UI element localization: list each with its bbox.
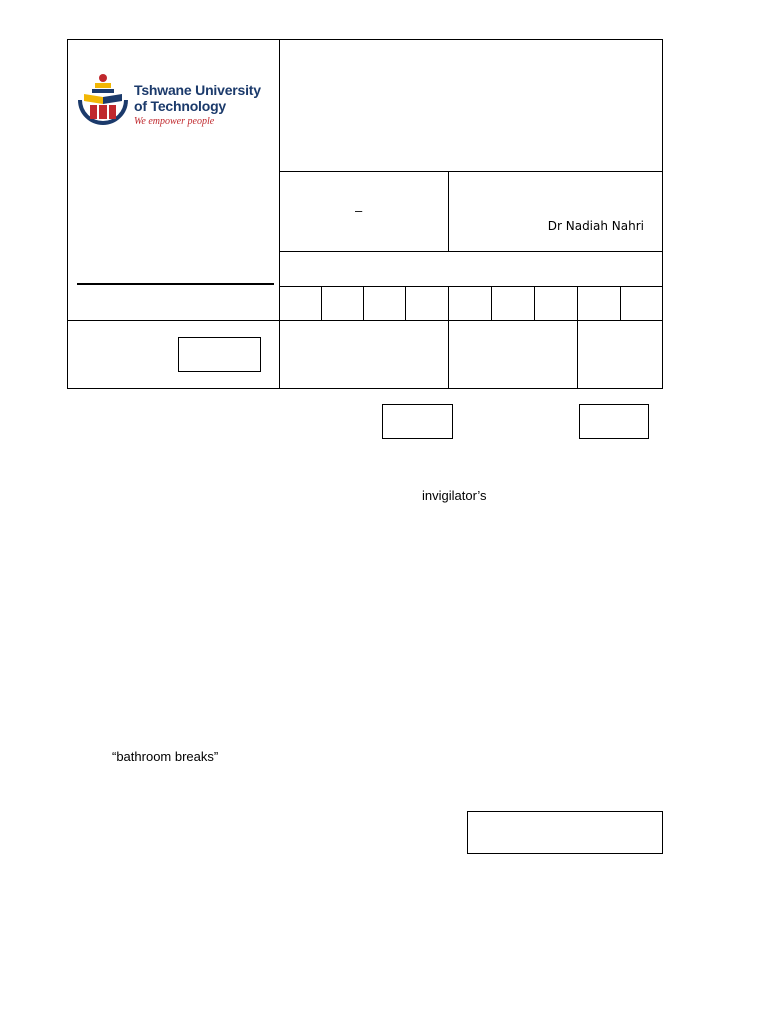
invigilator-text: invigilator’s bbox=[422, 488, 487, 503]
digits-row-top bbox=[279, 286, 663, 287]
answer-box-left[interactable] bbox=[382, 404, 453, 439]
bottom-row-divider bbox=[577, 320, 578, 389]
digit-divider bbox=[577, 286, 578, 320]
digit-divider bbox=[405, 286, 406, 320]
bottom-row-top bbox=[67, 320, 663, 321]
lecturer-name: Dr Nadiah Nahri bbox=[547, 219, 644, 233]
code-lecturer-divider bbox=[448, 171, 449, 251]
total-box[interactable] bbox=[467, 811, 663, 854]
digit-divider bbox=[491, 286, 492, 320]
digit-divider bbox=[620, 286, 621, 320]
university-logo bbox=[74, 70, 269, 132]
university-name-line2: of Technology bbox=[134, 98, 227, 114]
bathroom-breaks-text: “bathroom breaks” bbox=[112, 749, 219, 764]
university-name-line1: Tshwane University bbox=[134, 82, 261, 98]
digit-divider bbox=[321, 286, 322, 320]
university-crest-icon bbox=[74, 70, 132, 132]
university-tagline: We empower people bbox=[134, 116, 215, 127]
module-code-dash: – bbox=[355, 203, 363, 218]
title-cell-bottom bbox=[279, 171, 663, 172]
digit-divider bbox=[363, 286, 364, 320]
digit-divider bbox=[534, 286, 535, 320]
answer-box-right[interactable] bbox=[579, 404, 649, 439]
university-name bbox=[134, 82, 261, 114]
bottom-row-divider bbox=[448, 320, 449, 389]
lecturer-row-bottom bbox=[279, 251, 663, 252]
signature-line bbox=[77, 283, 274, 285]
logo-column-divider bbox=[279, 39, 280, 389]
mark-box[interactable] bbox=[178, 337, 261, 372]
digit-divider bbox=[448, 286, 449, 320]
